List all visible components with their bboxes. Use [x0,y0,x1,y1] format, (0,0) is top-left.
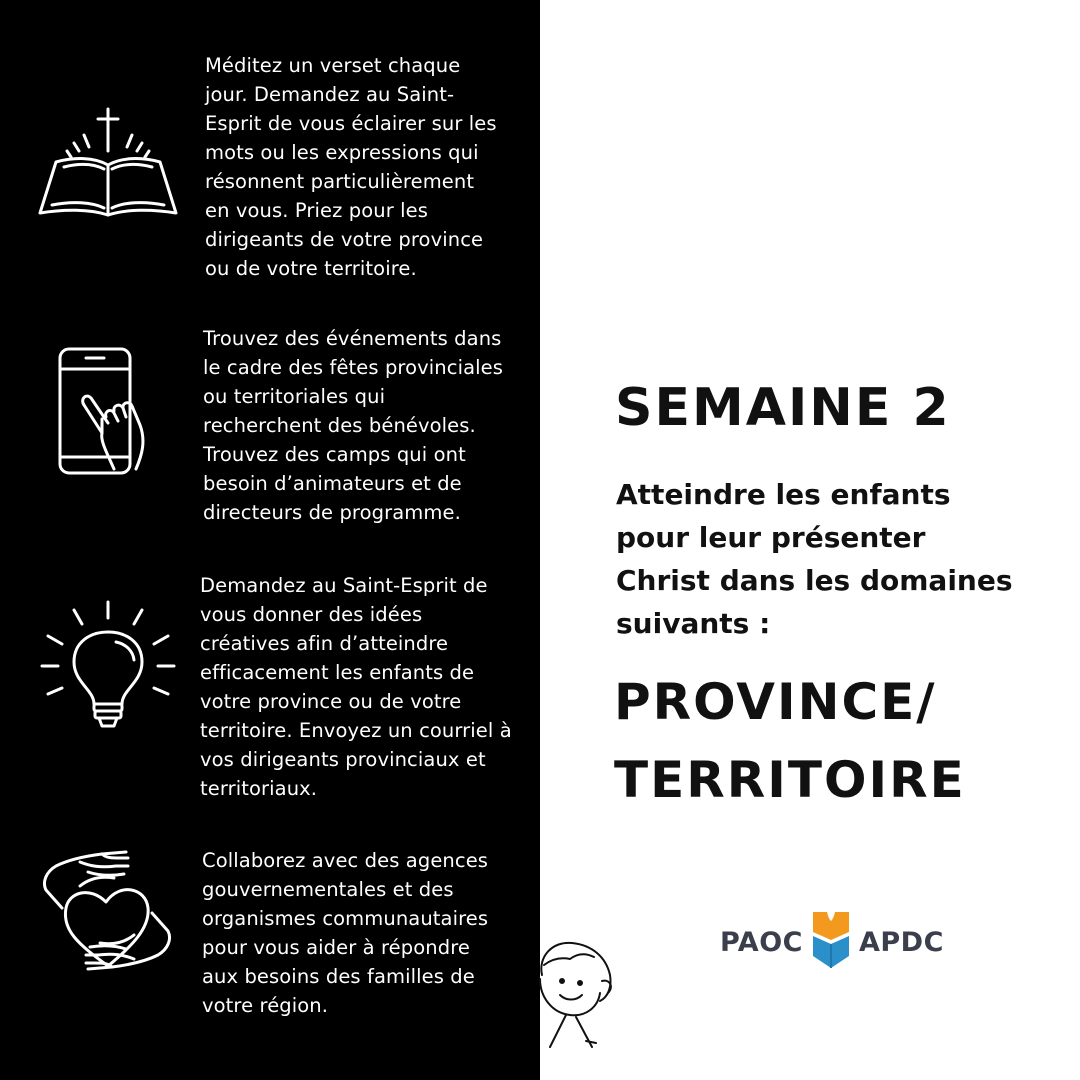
logo-emblem-icon [809,910,853,975]
item-text-1: Méditez un verset chaque jour. Demandez au Saint- Esprit de vous éclairer sur les mots ou les expressions qui résonnent particulièrement en vous. Priez pour les dirigeants de votre province ou de votre territoire. [205,54,497,280]
logo-text-right: APDC [858,926,944,958]
bible-cross-icon [34,105,184,220]
week-title: SEMAINE 2 [615,378,951,438]
lightbulb-icon [38,598,178,738]
item-text-2: Trouvez des événements dans le cadre des fêtes provinciales ou territoriales qui recherchent des bénévoles. Trouvez des camps qui ont besoin d’animateurs et de directeurs de programme. [203,327,504,524]
smartphone-tap-icon [56,345,161,477]
item-text-3: Demandez au Saint-Esprit de vous donner des idées créatives afin d’atteindre efficacement les enfants de votre province ou de votre territoire. Envoyez un courriel à vos dirigeants provinciaux et territoriaux. [200,574,512,800]
paoc-apdc-logo [720,912,944,972]
subtitle: Atteindre les enfants pour leur présenter Christ dans les domaines suivants : [616,478,1013,640]
hands-heart-icon [40,848,175,973]
logo-text-left: PAOC [720,926,803,958]
domain-title: PROVINCE/ TERRITOIRE [614,673,966,809]
child-doodle-icon [530,935,620,1060]
item-text-4: Collaborez avec des agences gouvernementales et des organismes communautaires pour vous aider à répondre aux besoins des familles de votre région. [202,849,489,1017]
